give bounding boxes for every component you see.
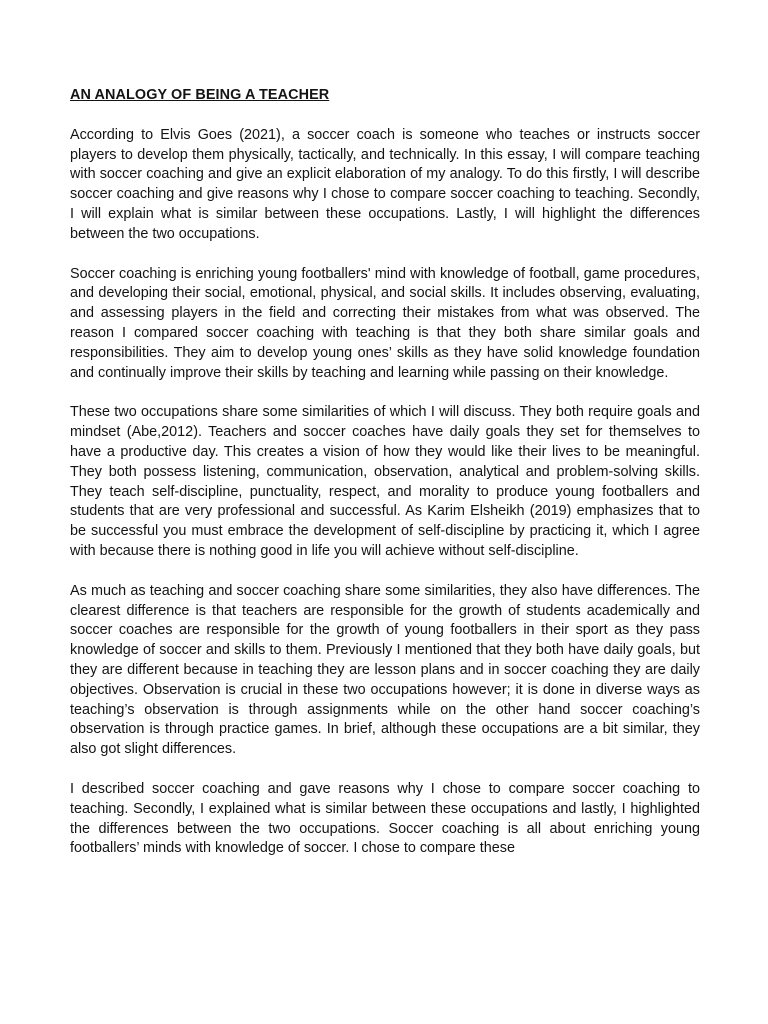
paragraph-conclusion: I described soccer coaching and gave reasons why I chose to compare soccer coaching to teaching. Secondly, I explained what is similar between these occupations and lastly, I highlighted the differences between the two occupations. Soccer coaching is all about enriching young footballers’ minds with knowledge of soccer. I chose to compare these [70,780,700,857]
document-title: AN ANALOGY OF BEING A TEACHER [70,87,330,103]
paragraph-similarities: These two occupations share some similarities of which I will discuss. They both require goals and mindset (Abe,2012). Teachers and soccer coaches have daily goals they set for themselves to have a productive day. This creates a vision of how they would like their lives to be meaningful. They both possess listening, communication, observation, analytical and problem-solving skills. They teach self-discipline, punctuality, respect, and morality to produce young footballers and students that are very professional and successful. As Karim Elsheikh (2019) emphasizes that to be successful you must embrace the development of self-discipline by practicing it, which I agree with because there is nothing good in life you will achieve without self-discipline. [70,404,700,559]
paragraph-differences: As much as teaching and soccer coaching share some similarities, they also have differences. The clearest difference is that teachers are responsible for the growth of students academically and soccer coaches are responsible for the growth of young footballers in their sport as they pass knowledge of soccer and skills to them. Previously I mentioned that they both have daily goals, but they are different because in teaching they are lesson plans and in soccer coaching they are daily objectives. Observation is crucial in these two occupations however; it is done in diverse ways as teaching’s observation is through assignments while on the other hand soccer coaching’s observation is through practice games. In brief, although these occupations are a bit similar, they also got slight differences. [70,582,700,758]
document-page [70,86,700,879]
paragraph-introduction: According to Elvis Goes (2021), a soccer coach is someone who teaches or instructs soccer players to develop them physically, tactically, and technically. In this essay, I will compare teaching with soccer coaching and give an explicit elaboration of my analogy. To do this firstly, I will describe soccer coaching and give reasons why I chose to compare soccer coaching to teaching. Secondly, I will explain what is similar between these occupations. Lastly, I will highlight the differences between the two occupations. [70,126,700,242]
paragraph-soccer-coaching: Soccer coaching is enriching young footballers' mind with knowledge of football, game procedures, and developing their social, emotional, physical, and social skills. It includes observing, evaluating, and assessing players in the field and correcting their mistakes from what was observed. The reason I compared soccer coaching with teaching is that they both share similar goals and responsibilities. They aim to develop young ones’ skills as they have solid knowledge foundation and continually improve their skills by teaching and learning while passing on their knowledge. [70,265,700,381]
